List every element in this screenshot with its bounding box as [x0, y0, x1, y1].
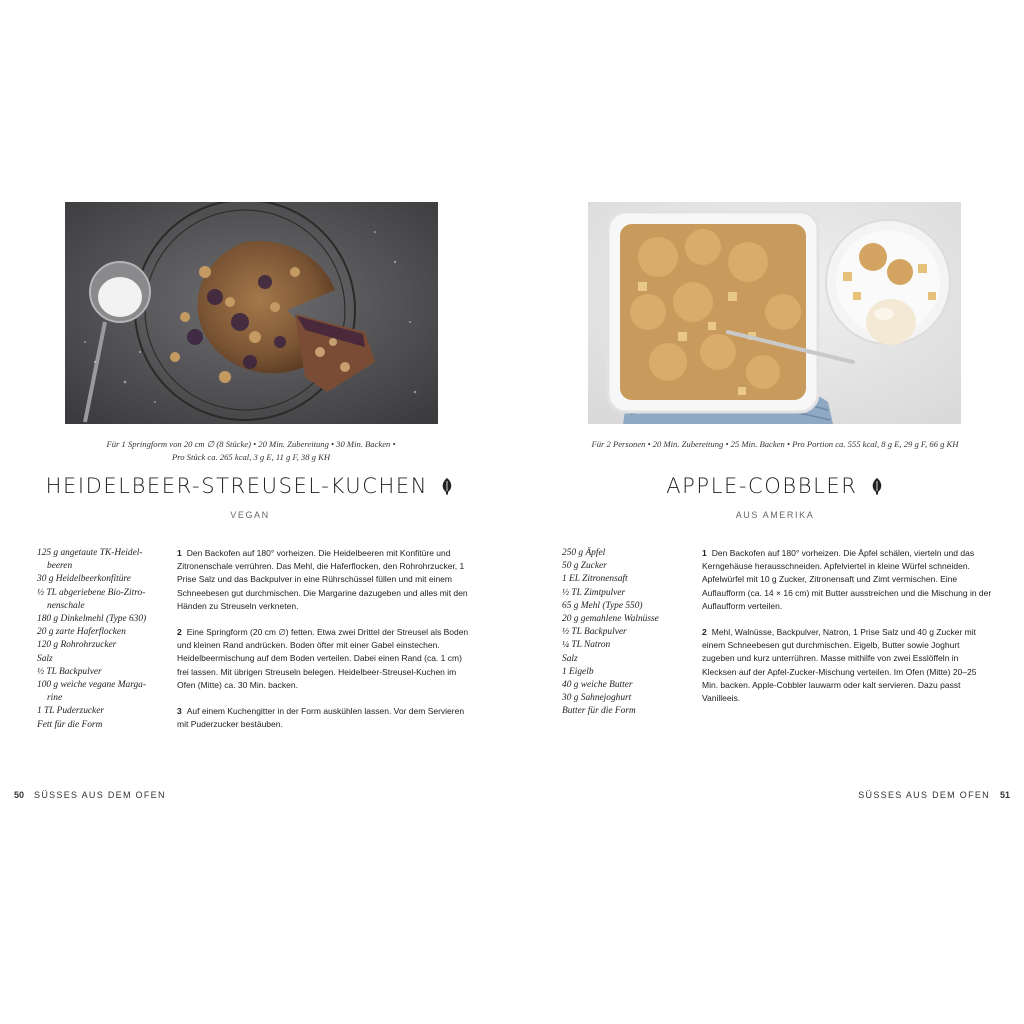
step	[702, 547, 992, 613]
instruction-steps	[702, 547, 992, 718]
recipe-meta	[575, 438, 975, 451]
recipe-subtitle: AUS AMERIKA	[735, 510, 815, 520]
step-text: Mehl, Walnüsse, Backpulver, Natron, 1 Prise Salz und 40 g Zucker mit einem Schneebesen gut durchmischen. Eigelb, Butter sowie Joghurt zugeben und kurz unterrühren. Masse mithilfe von zwei Esslöffeln in Klecksen auf der Apfel-Zucker-Mischung verteilen. Im Ofen (Mitte) 20–25 Min. backen. Apple-Cobbler lauwarm oder kalt servieren. Dazu passt Vanilleeis.	[702, 627, 977, 704]
step-number: 2	[177, 627, 182, 638]
recipe-title	[565, 474, 985, 498]
ingredient-list	[562, 547, 682, 719]
ingredient: rine	[47, 693, 63, 704]
ingredient: 1 Eigelb	[562, 666, 594, 677]
ingredient: 1 TL Puderzucker	[37, 706, 105, 717]
meta-line: Für 2 Personen • 20 Min. Zubereitung • 25 Min. Backen • Pro Portion ca. 555 kcal, 8 g E, 29 g F, 66 g KH	[591, 439, 959, 449]
ingredient: 65 g Mehl (Type 550)	[562, 600, 643, 611]
ingredient: Salz	[37, 653, 53, 664]
step	[177, 626, 474, 692]
ingredient: Fett für die Form	[37, 719, 103, 730]
step-text: Den Backofen auf 180° vorheizen. Die Äpfel schälen, vierteln und das Kerngehäuse herausschneiden. Apfelviertel in kleine Würfel schneiden. Apfelwürfel mit 10 g Zucker, Zitronensaft und Zimt vermischen. Eine Auflaufform (ca. 14 × 16 cm) mit Butter ausstreichen und die Mischung in der Auflaufform verteilen.	[702, 548, 992, 611]
recipe-title-text: HEIDELBEER-STREUSEL-KUCHEN	[45, 474, 429, 498]
blueberry-crumble-cake-photo	[65, 202, 438, 424]
leaf-icon	[440, 477, 454, 495]
ingredient: 180 g Dinkelmehl (Type 630)	[37, 614, 147, 625]
apple-cobbler-photo	[588, 202, 961, 424]
step-text: Eine Springform (20 cm ∅) fetten. Etwa zwei Drittel der Streusel als Boden und kleinen Rand andrücken. Boden öfter mit einer Gabel einstechen. Heidelbeermischung auf dem Boden verteilen. Dabei einen Rand (ca. 1 cm) frei lassen. Mit übrigen Streuseln belegen. Heidelbeer-Streusel-Kuchen im Ofen (Mitte) ca. 30 Min. backen.	[177, 627, 469, 690]
ingredient: ½ TL Backpulver	[562, 627, 627, 638]
step	[177, 547, 474, 613]
ingredient: 100 g weiche vegane Marga-	[37, 680, 146, 691]
step	[177, 705, 474, 731]
page-footer	[858, 790, 1010, 800]
ingredient: 125 g angetaute TK-Heidel-	[37, 548, 143, 558]
ingredient: nenschale	[47, 600, 85, 611]
ingredient: 20 g gemahlene Walnüsse	[562, 614, 659, 625]
step-number: 2	[702, 627, 707, 638]
ingredient: 30 g Heidelbeerkonfitüre	[37, 574, 131, 585]
ingredient: ½ TL Backpulver	[37, 666, 102, 677]
step-number: 1	[177, 548, 182, 558]
step-number: 1	[702, 548, 707, 558]
recipe-subtitle: VEGAN	[230, 510, 270, 520]
ingredient: Salz	[562, 653, 578, 664]
ingredient: 1 EL Zitronensaft	[562, 574, 628, 585]
ingredient: ½ TL Zimtpulver	[562, 587, 626, 598]
instruction-steps	[177, 547, 474, 744]
ingredient: beeren	[47, 561, 73, 572]
recipe-title-text: APPLE-COBBLER	[666, 474, 858, 498]
page-number: 50	[14, 790, 25, 800]
step-text: Den Backofen auf 180° vorheizen. Die Heidelbeeren mit Konfitüre und Zitronenschale verrühren. Das Mehl, die Haferflocken, den Rohrohrzucker, 1 Prise Salz und das Backpulver in eine Rührschüssel füllen und mit einem Schneebesen gut durchmischen. Die Margarine dazugeben und alles mit den Händen zu Streuseln verkneten.	[177, 548, 468, 611]
ingredient: 40 g weiche Butter	[562, 680, 633, 691]
step-text: Auf einem Kuchengitter in der Form auskühlen lassen. Vor dem Servieren mit Puderzucker bestäuben.	[177, 706, 465, 730]
ingredient: 250 g Äpfel	[562, 548, 606, 558]
leaf-icon	[870, 477, 884, 495]
ingredient: 120 g Rohrohrzucker	[37, 640, 117, 651]
page-number: 51	[999, 790, 1010, 800]
meta-line: Pro Stück ca. 265 kcal, 3 g E, 11 g F, 38 g KH	[171, 452, 331, 462]
ingredient: Butter für die Form	[562, 706, 636, 717]
step	[702, 626, 992, 705]
step-number: 3	[177, 706, 182, 717]
recipe-title	[40, 474, 460, 498]
ingredient: ¼ TL Natron	[562, 640, 611, 651]
meta-line: Für 1 Springform von 20 cm ∅ (8 Stücke) • 20 Min. Zubereitung • 30 Min. Backen •	[106, 439, 396, 449]
section-name: SÜSSES AUS DEM OFEN	[34, 790, 166, 800]
ingredient-list	[37, 547, 157, 732]
recipe-meta	[51, 438, 451, 464]
ingredient: ½ TL abgeriebene Bio-Zitro-	[37, 587, 146, 598]
ingredient: 50 g Zucker	[562, 561, 607, 572]
page-footer	[14, 790, 166, 800]
ingredient: 30 g Sahnejoghurt	[562, 693, 632, 704]
section-name: SÜSSES AUS DEM OFEN	[858, 790, 990, 800]
ingredient: 20 g zarte Haferflocken	[37, 627, 126, 638]
